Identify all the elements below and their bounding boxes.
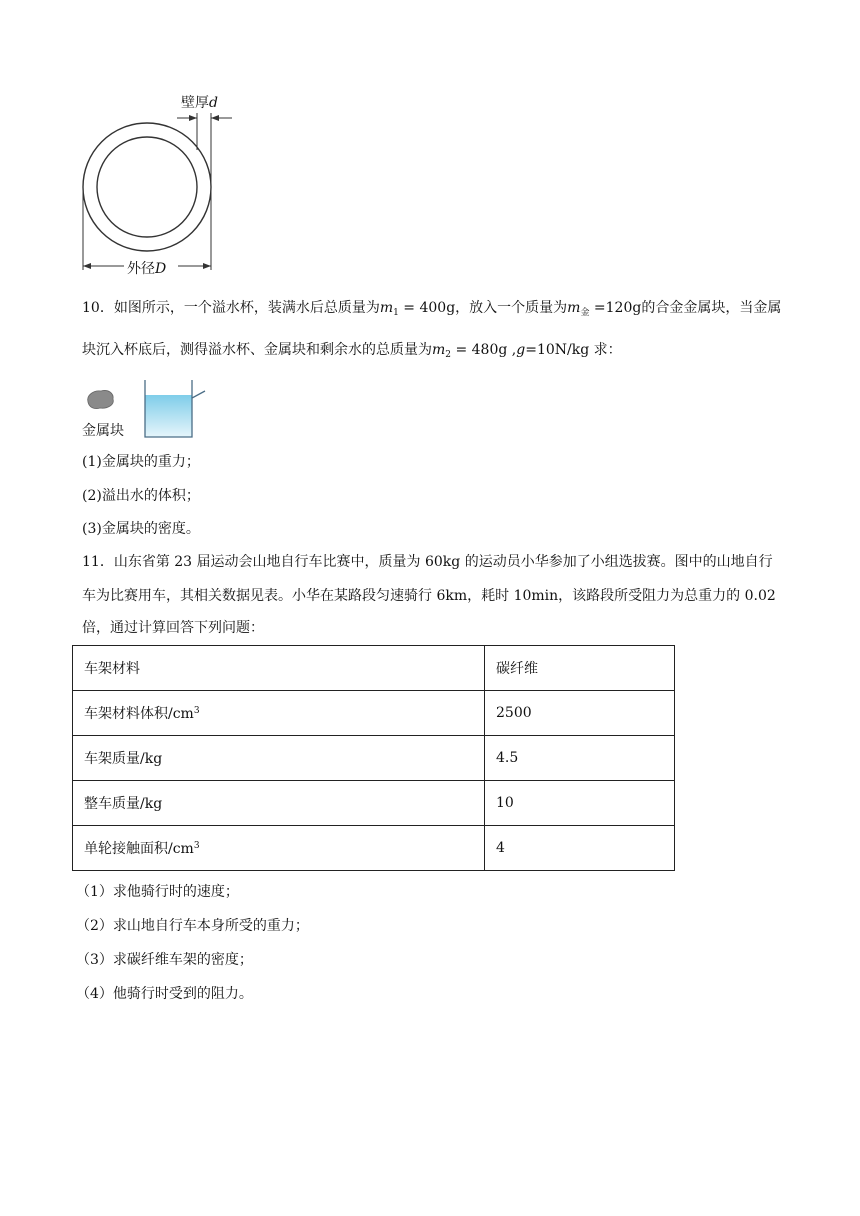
table-cell-label: 车架质量/kg <box>73 736 485 781</box>
table-row <box>73 646 675 691</box>
outer-circle <box>83 123 211 251</box>
q11-part-1: （1）求他骑行时的速度； <box>76 884 239 900</box>
q10-line-1: 10．如图所示，一个溢水杯，装满水后总质量为$m_1 = 400g$，放入一个质量为$m_金 =120g$的合金金属块，当金属 <box>82 300 782 318</box>
table-row <box>73 781 675 826</box>
bike-spec-table <box>72 645 675 871</box>
table-cell-value: 4 <box>485 826 675 871</box>
q10-part-3: (3)金属块的密度。 <box>82 521 200 537</box>
q10-part-1: (1)金属块的重力； <box>82 454 200 470</box>
q11-part-3: （3）求碳纤维车架的密度； <box>76 952 253 968</box>
q10-part-2: (2)溢出水的体积； <box>82 488 200 504</box>
table-row <box>73 736 675 781</box>
q11-part-4: （4）他骑行时受到的阻力。 <box>76 986 253 1002</box>
table-cell-value: 4.5 <box>485 736 675 781</box>
table-cell-label: 整车质量/kg <box>73 781 485 826</box>
table-cell-label: 车架材料体积$/cm^3$ <box>73 691 485 736</box>
table-cell-value: 碳纤维 <box>485 646 675 691</box>
q11-part-2: （2）求山地自行车本身所受的重力； <box>76 918 309 934</box>
cup-water <box>145 395 192 437</box>
q10-line-2: 块沉入杯底后，测得溢水杯、金属块和剩余水的总质量为$m_2 = 480g$ ,g=10N/kg 求： <box>82 342 622 360</box>
outer-diameter-label: 外径D <box>127 261 167 277</box>
table-cell-value: 10 <box>485 781 675 826</box>
table-row <box>73 691 675 736</box>
q11-line-1: 11．山东省第 23 届运动会山地自行车比赛中，质量为 60kg 的运动员小华参加了小组选拔赛。图中的山地自行 <box>82 554 773 570</box>
inner-circle <box>97 137 197 237</box>
q11-line-3: 倍，通过计算回答下列问题： <box>82 620 264 636</box>
table-row <box>73 826 675 871</box>
table-cell-label: 车架材料 <box>73 646 485 691</box>
metal-block-label: 金属块 <box>82 423 124 439</box>
q11-line-2: 车为比赛用车，其相关数据见表。小华在某路段匀速骑行 6km，耗时 10min，该路段所受阻力为总重力的 0.02 <box>82 588 776 604</box>
table-cell-value: 2500 <box>485 691 675 736</box>
ring-figure <box>70 85 240 280</box>
metal-rock-icon <box>88 390 114 408</box>
wall-thickness-label: 壁厚d <box>181 95 218 111</box>
table-cell-label: 单轮接触面积$/cm^3$ <box>73 826 485 871</box>
